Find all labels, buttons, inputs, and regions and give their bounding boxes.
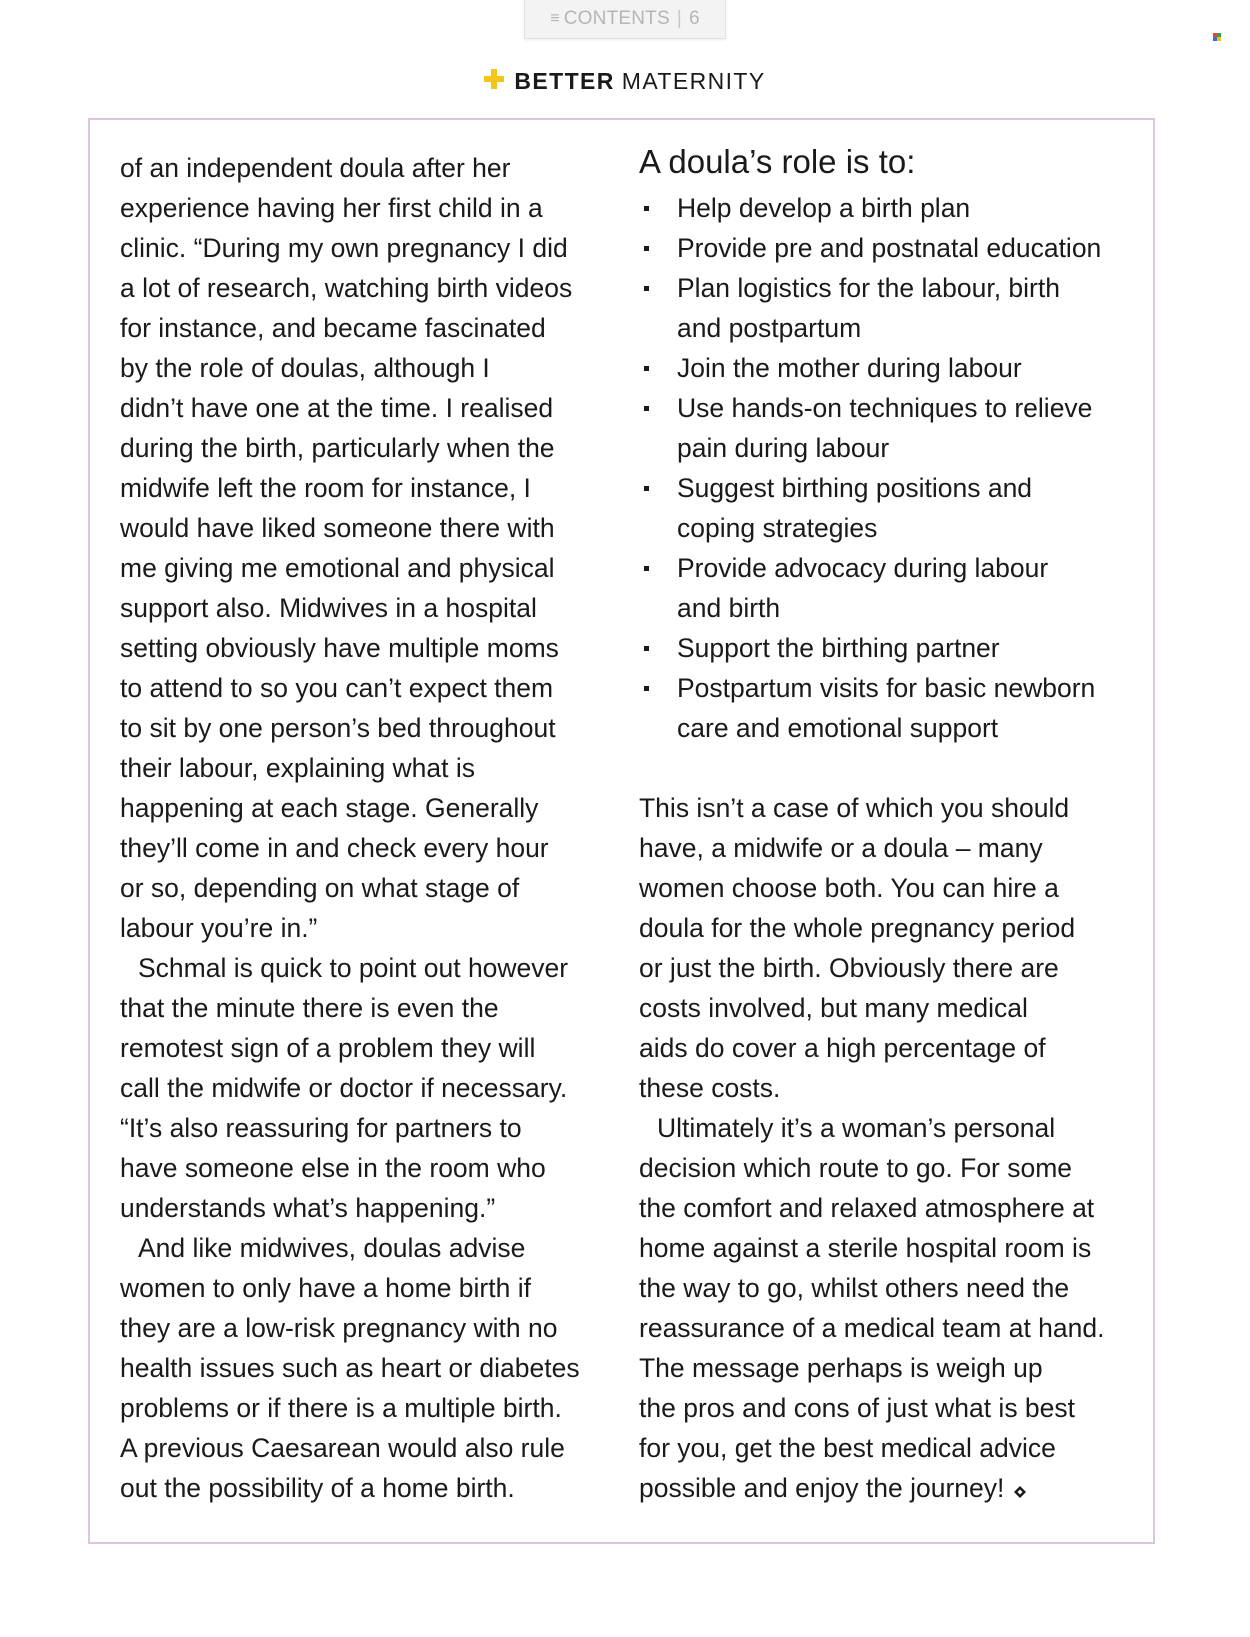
text-line: happening at each stage. Generally <box>120 793 539 823</box>
menu-icon: ≡ <box>550 10 560 27</box>
text-line: labour you’re in.” <box>120 913 318 943</box>
contents-label: CONTENTS <box>563 8 670 29</box>
text-line: and postpartum <box>677 313 862 343</box>
text-line: clinic. “During my own pregnancy I did <box>120 233 568 263</box>
text-line: support also. Midwives in a hospital <box>120 593 537 623</box>
text-line: by the role of doulas, although I <box>120 353 490 383</box>
text-line: reassurance of a medical team at hand. <box>639 1313 1105 1343</box>
text-line: and birth <box>677 593 781 623</box>
list-item <box>639 628 1139 668</box>
text-line: Provide pre and postnatal education <box>677 233 1102 263</box>
text-line: these costs. <box>639 1073 781 1103</box>
text-line: didn’t have one at the time. I realised <box>120 393 554 423</box>
text-line: This isn’t a case of which you should <box>639 793 1070 823</box>
text-line: pain during labour <box>677 433 890 463</box>
text-line: home against a sterile hospital room is <box>639 1233 1092 1263</box>
list-item <box>639 188 1139 228</box>
text-line: Join the mother during labour <box>677 353 1022 383</box>
text-line: aids do cover a high percentage of <box>639 1033 1046 1063</box>
spacer <box>639 748 1139 788</box>
text-line: have, a midwife or a doula – many <box>639 833 1043 863</box>
paragraph <box>120 1228 610 1508</box>
text-line: problems or if there is a multiple birth. <box>120 1393 562 1423</box>
paragraph <box>120 948 610 1228</box>
text-line: me giving me emotional and physical <box>120 553 555 583</box>
text-line: a lot of research, watching birth videos <box>120 273 573 303</box>
role-list <box>639 188 1139 748</box>
text-line: understands what’s happening.” <box>120 1193 496 1223</box>
paragraph <box>639 1108 1139 1508</box>
list-item <box>639 468 1139 548</box>
text-line: costs involved, but many medical <box>639 993 1028 1023</box>
left-column <box>120 148 610 1508</box>
text-line: doula for the whole pregnancy period <box>639 913 1076 943</box>
text-line: Postpartum visits for basic newborn <box>677 673 1096 703</box>
text-line: The message perhaps is weigh up <box>639 1353 1043 1383</box>
final-line-text: possible and enjoy the journey! <box>639 1473 1005 1503</box>
contents-separator: | <box>676 8 682 29</box>
text-line: to sit by one person’s bed throughout <box>120 713 556 743</box>
section-header <box>0 64 1250 98</box>
text-line: Support the birthing partner <box>677 633 1000 663</box>
text-line: women to only have a home birth if <box>120 1273 531 1303</box>
text-line: to attend to so you can’t expect them <box>120 673 554 703</box>
text-line: that the minute there is even the <box>120 993 499 1023</box>
plus-icon <box>484 69 504 89</box>
text-line: for instance, and became fascinated <box>120 313 546 343</box>
list-item <box>639 388 1139 468</box>
text-line: Help develop a birth plan <box>677 193 971 223</box>
text-line: the comfort and relaxed atmosphere at <box>639 1193 1095 1223</box>
text-line: they’ll come in and check every hour <box>120 833 549 863</box>
text-line: And like midwives, doulas advise <box>138 1233 526 1263</box>
right-column <box>639 140 1139 1508</box>
text-line: decision which route to go. For some <box>639 1153 1073 1183</box>
text-line: remotest sign of a problem they will <box>120 1033 536 1063</box>
contents-tab[interactable] <box>524 0 726 39</box>
text-line: Suggest birthing positions and <box>677 473 1033 503</box>
text-line: coping strategies <box>677 513 878 543</box>
text-line: the way to go, whilst others need the <box>639 1273 1070 1303</box>
text-line: A previous Caesarean would also rule <box>120 1433 565 1463</box>
text-line: or just the birth. Obviously there are <box>639 953 1059 983</box>
text-line <box>639 1468 1139 1508</box>
text-line: care and emotional support <box>677 713 999 743</box>
list-item <box>639 668 1139 748</box>
text-line: they are a low-risk pregnancy with no <box>120 1313 558 1343</box>
end-of-article-icon <box>1014 1486 1026 1498</box>
role-list-heading: A doula’s role is to: <box>639 143 916 180</box>
text-line: Plan logistics for the labour, birth <box>677 273 1060 303</box>
text-line: would have liked someone there with <box>120 513 555 543</box>
list-item <box>639 228 1139 268</box>
text-line: Provide advocacy during labour <box>677 553 1049 583</box>
text-line: Use hands-on techniques to relieve <box>677 393 1093 423</box>
text-line: out the possibility of a home birth. <box>120 1473 515 1503</box>
paragraph <box>639 788 1139 1108</box>
text-line: call the midwife or doctor if necessary. <box>120 1073 568 1103</box>
text-line: of an independent doula after her <box>120 153 511 183</box>
text-line: Schmal is quick to point out however <box>138 953 569 983</box>
text-line: “It’s also reassuring for partners to <box>120 1113 522 1143</box>
page-number: 6 <box>689 8 700 29</box>
text-line: the pros and cons of just what is best <box>639 1393 1076 1423</box>
text-line: health issues such as heart or diabetes <box>120 1353 580 1383</box>
list-item <box>639 268 1139 348</box>
section-title-bold: BETTER <box>514 67 615 94</box>
list-item <box>639 548 1139 628</box>
text-line: experience having her first child in a <box>120 193 543 223</box>
text-line: or so, depending on what stage of <box>120 873 520 903</box>
list-item <box>639 348 1139 388</box>
paragraph <box>120 148 610 948</box>
corner-logo-square <box>1217 37 1221 41</box>
corner-logo-icon <box>1213 33 1221 41</box>
text-line: setting obviously have multiple moms <box>120 633 559 663</box>
text-line: for you, get the best medical advice <box>639 1433 1056 1463</box>
text-line: have someone else in the room who <box>120 1153 546 1183</box>
text-line: midwife left the room for instance, I <box>120 473 531 503</box>
text-line: their labour, explaining what is <box>120 753 476 783</box>
text-line: Ultimately it’s a woman’s personal <box>657 1113 1056 1143</box>
section-title-light: MATERNITY <box>621 67 766 94</box>
text-line: during the birth, particularly when the <box>120 433 555 463</box>
text-line: women choose both. You can hire a <box>639 873 1059 903</box>
